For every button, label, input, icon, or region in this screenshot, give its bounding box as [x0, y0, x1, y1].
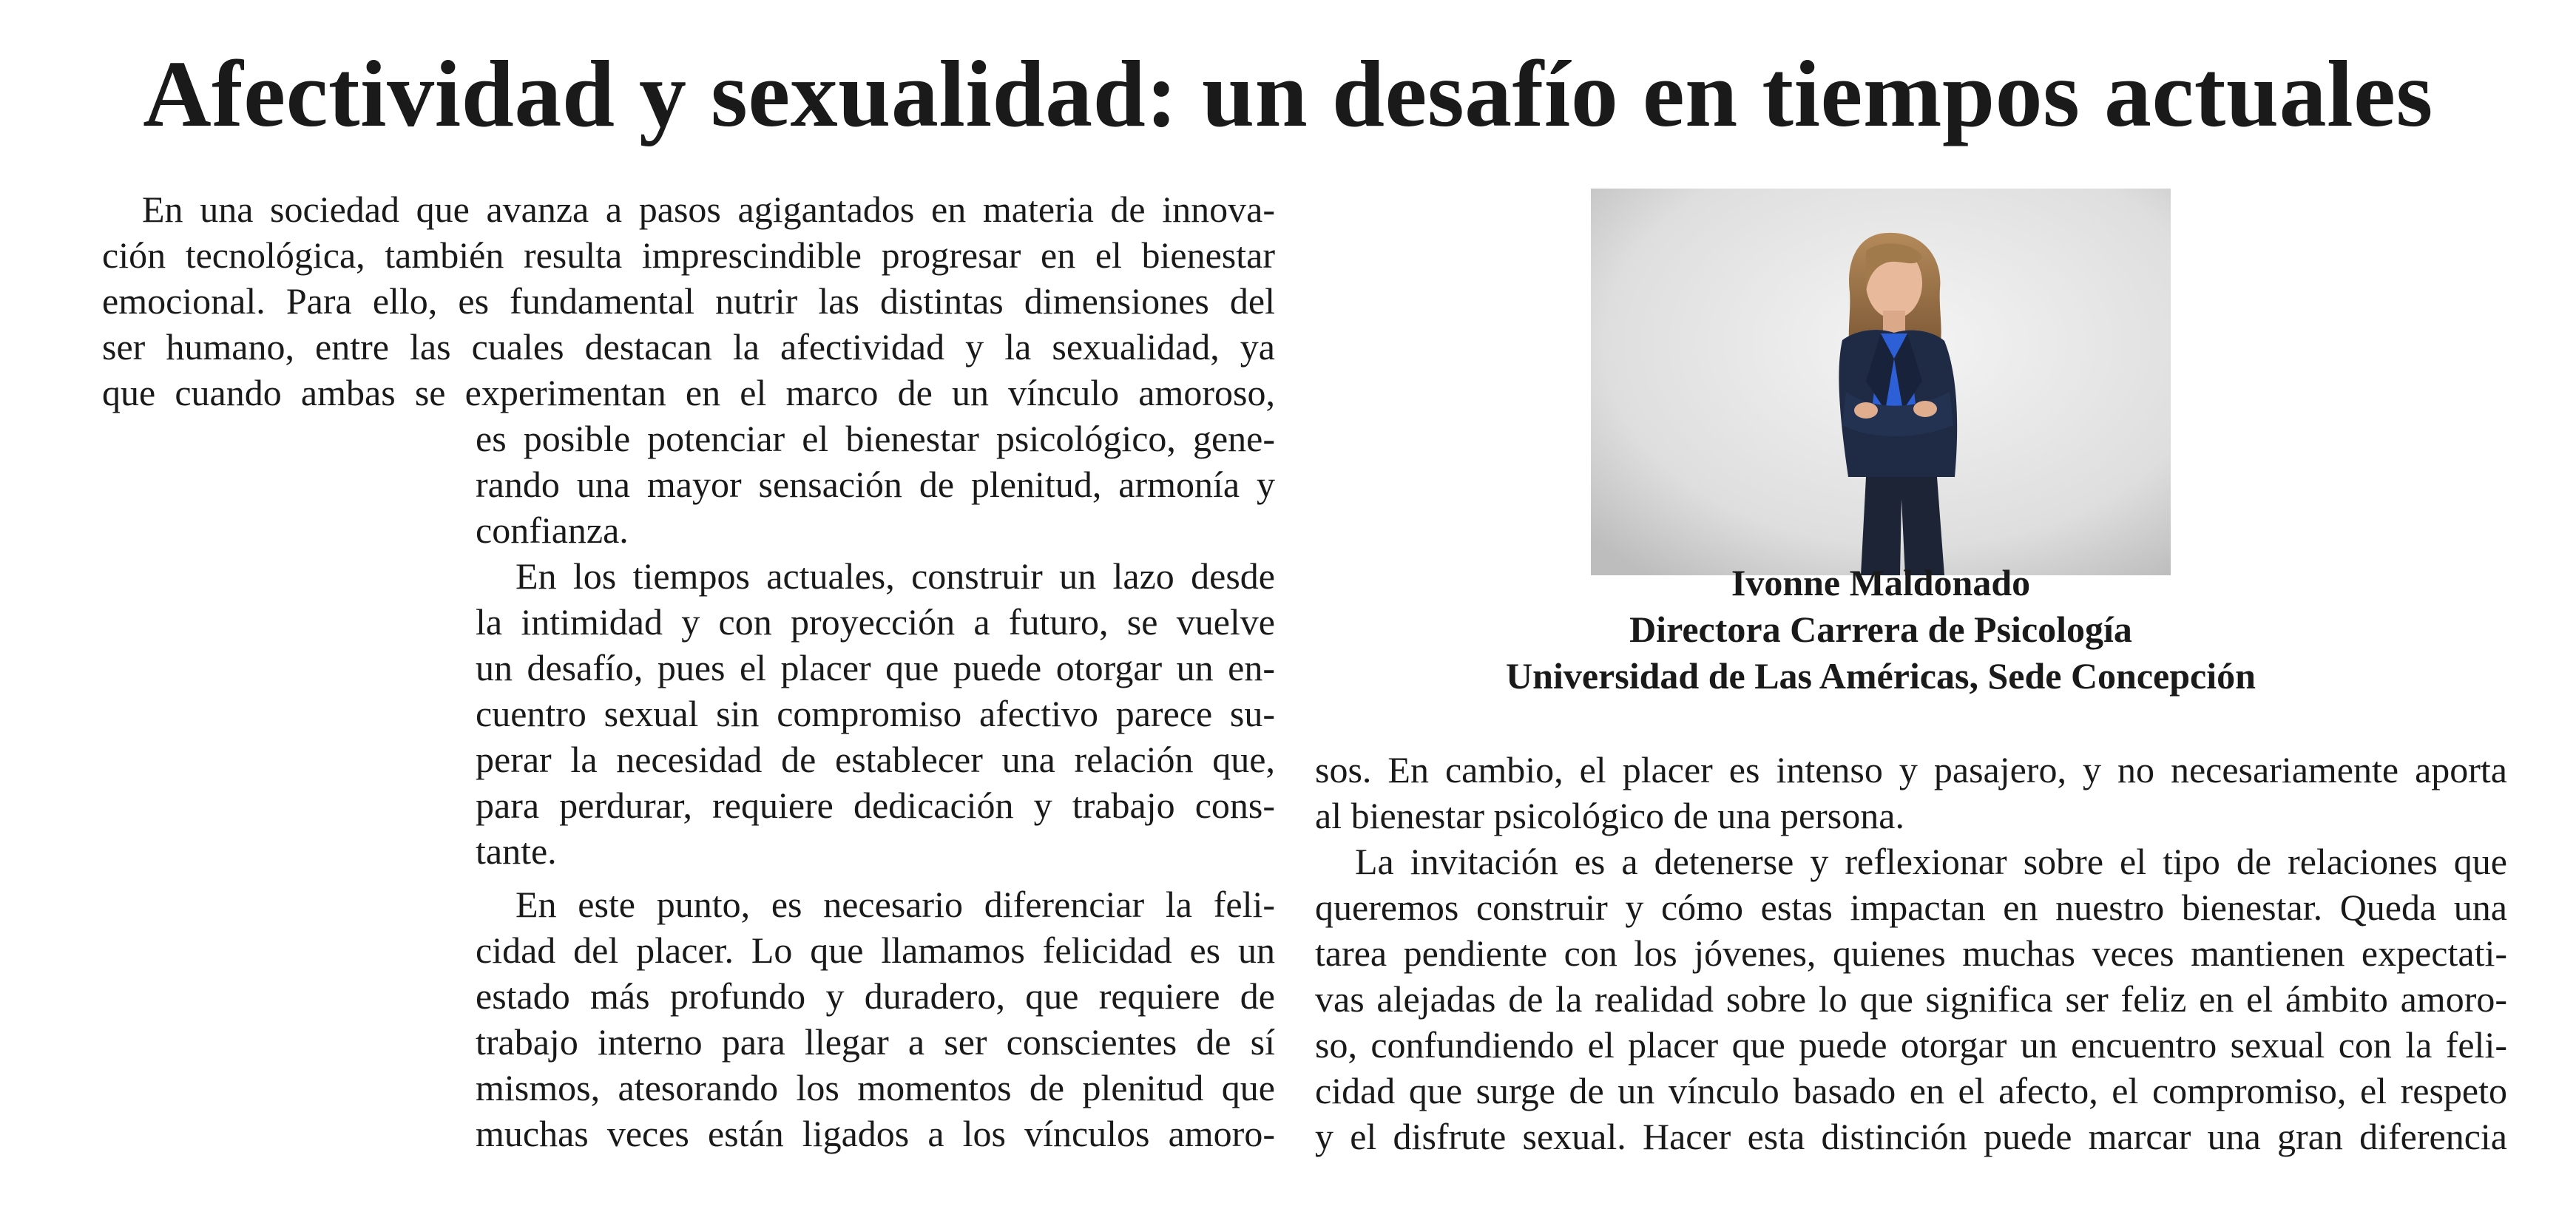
paragraph-line: confianza. [476, 509, 629, 551]
paragraph-line: perar la necesidad de establecer una relación que, [476, 739, 1275, 780]
paragraph-line: queremos construir y cómo estas impactan en nuestro bienestar. Queda una [1315, 887, 2507, 928]
paragraph-line: al bienestar psicológico de una persona. [1315, 795, 1904, 836]
paragraph-line: tante. [476, 830, 557, 872]
paragraph-line: En una sociedad que avanza a pasos agigantados en materia de innova- [142, 189, 1275, 230]
paragraph-line: En los tiempos actuales, construir un lazo desde [515, 555, 1275, 597]
paragraph-line: so, confundiendo el placer que puede otorgar un encuentro sexual con la feli- [1315, 1024, 2507, 1066]
paragraph-line: cuentro sexual sin compromiso afectivo parece su- [476, 693, 1275, 734]
paragraph-line: vas alejadas de la realidad sobre lo que significa ser feliz en el ámbito amoro- [1315, 978, 2507, 1020]
paragraph-line: ción tecnológica, también resulta imprescindible progresar en el bienestar [102, 234, 1275, 276]
paragraph-line: sos. En cambio, el placer es intenso y pasajero, y no necesariamente aporta [1315, 749, 2507, 790]
paragraph-line: tarea pendiente con los jóvenes, quienes muchas veces mantienen expectati- [1315, 932, 2507, 974]
paragraph-line: cidad del placer. Lo que llamamos felicidad es un [476, 929, 1275, 971]
paragraph-line: rando una mayor sensación de plenitud, armonía y [476, 464, 1275, 505]
author-institution: Universidad de Las Américas, Sede Concepción [1506, 655, 2256, 697]
paragraph-line: cidad que surge de un vínculo basado en el afecto, el compromiso, el respeto [1315, 1070, 2507, 1111]
paragraph-line: y el disfrute sexual. Hacer esta distinción puede marcar una gran diferencia [1315, 1116, 2507, 1157]
author-role: Directora Carrera de Psicología [1629, 609, 2132, 650]
paragraph-line: En este punto, es necesario diferenciar la feli- [515, 884, 1275, 925]
author-name: Ivonne Maldonado [1731, 562, 2031, 603]
paragraph-line: que cuando ambas se experimentan en el marco de un vínculo amoroso, [102, 372, 1275, 413]
paragraph-line: para perdurar, requiere dedicación y trabajo cons- [476, 785, 1275, 826]
paragraph-line: un desafío, pues el placer que puede otorgar un en- [476, 647, 1275, 688]
paragraph-line: estado más profundo y duradero, que requiere de [476, 975, 1275, 1017]
paragraph-line: ser humano, entre las cuales destacan la afectividad y la sexualidad, ya [102, 326, 1275, 368]
paragraph-line: emocional. Para ello, es fundamental nutrir las distintas dimensiones del [102, 280, 1275, 322]
article-title: Afectividad y sexualidad: un desafío en tiempos actuales [143, 41, 2433, 146]
paragraph-line: es posible potenciar el bienestar psicológico, gene- [476, 418, 1275, 459]
paragraph-line: La invitación es a detenerse y reflexionar sobre el tipo de relaciones que [1355, 841, 2507, 882]
paragraph-line: la intimidad y con proyección a futuro, se vuelve [476, 601, 1275, 643]
paragraph-line: trabajo interno para llegar a ser conscientes de sí [476, 1021, 1275, 1063]
author-photo [1591, 189, 2171, 575]
paragraph-line: mismos, atesorando los momentos de plenitud que [476, 1067, 1275, 1108]
paragraph-line: muchas veces están ligados a los vínculos amoro- [476, 1113, 1275, 1154]
